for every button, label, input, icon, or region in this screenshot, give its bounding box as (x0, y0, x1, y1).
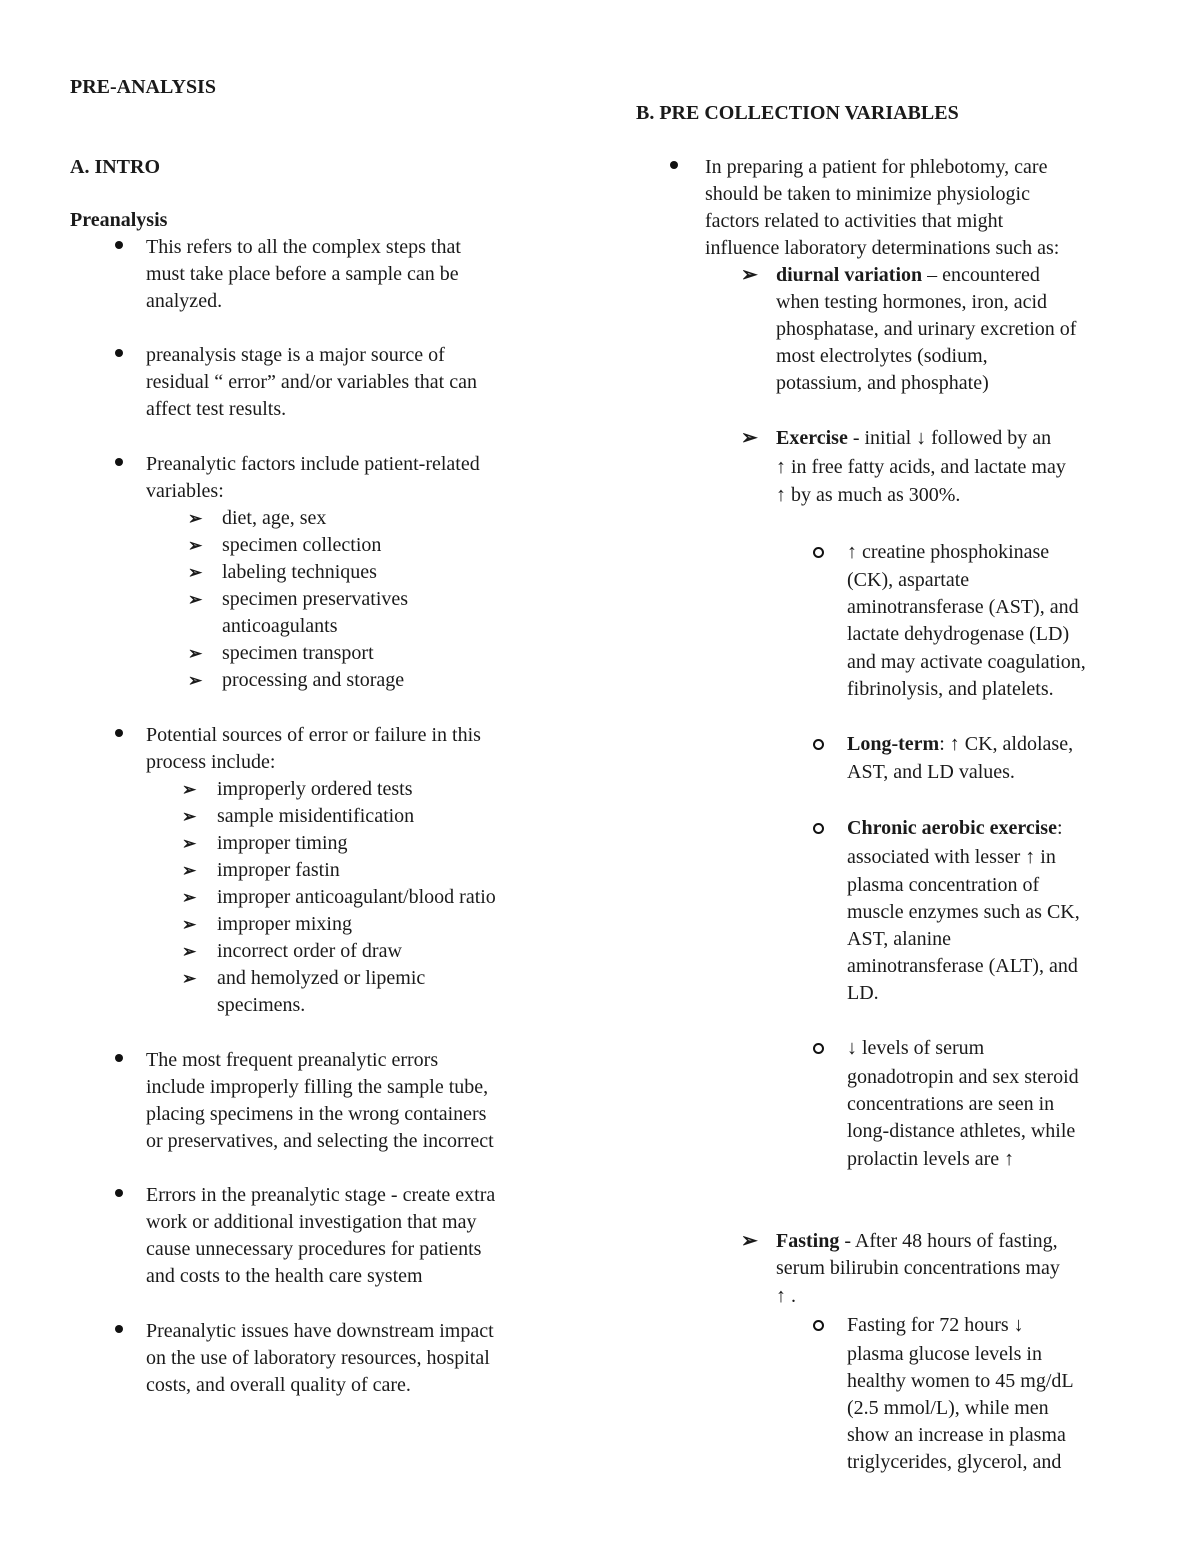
list-item: labeling techniques (222, 561, 377, 583)
bullet-text: Errors in the preanalytic stage - create extra (146, 1184, 496, 1206)
sub-text: healthy women to 45 mg/dL (847, 1370, 1074, 1392)
bullet-text: In preparing a patient for phlebotomy, care (705, 156, 1048, 178)
list-text: ↑ in free fatty acids, and lactate may (776, 456, 1066, 478)
bullet-dot (670, 161, 678, 169)
bullet-dot (115, 349, 123, 357)
arrowhead-icon: ➢ (182, 915, 197, 934)
sub-text: associated with lesser ↑ in (847, 846, 1056, 868)
sub-text: prolactin levels are ↑ (847, 1148, 1015, 1170)
list-item: and hemolyzed or lipemic (217, 967, 426, 989)
arrowhead-icon: ➢ (741, 1230, 758, 1252)
sub-text: LD. (847, 982, 879, 1004)
page-title: PRE-ANALYSIS (70, 76, 216, 98)
arrowhead-icon: ➢ (741, 264, 758, 286)
arrowhead-icon: ➢ (188, 536, 203, 555)
list-item: incorrect order of draw (217, 940, 402, 962)
bullet-text: analyzed. (146, 290, 223, 312)
sub-text: muscle enzymes such as CK, (847, 901, 1080, 923)
arrowhead-icon: ➢ (182, 888, 197, 907)
arrowhead-icon: ➢ (182, 861, 197, 880)
fasting-line (776, 1228, 1058, 1255)
term-exercise: Exercise (776, 427, 848, 449)
list-text: ↑ . (776, 1285, 796, 1307)
arrowhead-icon: ➢ (182, 780, 197, 799)
list-text: phosphatase, and urinary excretion of (776, 318, 1077, 340)
sub-text: ↓ levels of serum (847, 1037, 985, 1059)
section-a-heading: A. INTRO (70, 156, 161, 178)
arrowhead-icon: ➢ (188, 590, 203, 609)
circle-bullet-icon (813, 547, 824, 558)
bullet-text: cause unnecessary procedures for patients (146, 1238, 482, 1260)
term-description: - After 48 hours of fasting, (839, 1230, 1058, 1252)
list-item: specimen preservatives (222, 588, 409, 610)
bullet-text: Preanalytic issues have downstream impact (146, 1320, 494, 1342)
bullet-dot (115, 1189, 123, 1197)
bullet-text: preanalysis stage is a major source of (146, 344, 445, 366)
bullet-text: placing specimens in the wrong containers (146, 1103, 487, 1125)
bullet-dot (115, 241, 123, 249)
term-fasting: Fasting (776, 1230, 840, 1252)
list-text: potassium, and phosphate) (776, 372, 989, 394)
sub-text: AST, and LD values. (847, 761, 1015, 783)
list-text: most electrolytes (sodium, (776, 345, 988, 367)
list-item: specimen collection (222, 534, 382, 556)
list-text: ↑ by as much as 300%. (776, 484, 961, 506)
term-long-term: Long-term (847, 733, 940, 755)
bullet-text: work or additional investigation that may (146, 1211, 477, 1233)
arrowhead-icon: ➢ (182, 969, 197, 988)
list-item: improper mixing (217, 913, 352, 935)
sub-text: triglycerides, glycerol, and (847, 1451, 1062, 1473)
list-item: specimens. (217, 994, 306, 1016)
arrowhead-icon: ➢ (182, 807, 197, 826)
list-item: specimen transport (222, 642, 374, 664)
list-item: sample misidentification (217, 805, 415, 827)
list-item: anticoagulants (222, 615, 338, 637)
longterm-line (847, 731, 1073, 758)
sub-text: Fasting for 72 hours ↓ (847, 1314, 1024, 1336)
bullet-text: costs, and overall quality of care. (146, 1374, 411, 1396)
circle-bullet-icon (813, 1320, 824, 1331)
arrowhead-icon: ➢ (188, 509, 203, 528)
sub-text: and may activate coagulation, (847, 651, 1086, 673)
list-item: processing and storage (222, 669, 405, 691)
subheading-preanalysis: Preanalysis (70, 209, 168, 231)
circle-bullet-icon (813, 1043, 824, 1054)
sub-text: (CK), aspartate (847, 569, 970, 591)
list-item: improper fastin (217, 859, 340, 881)
sub-text: aminotransferase (AST), and (847, 596, 1079, 618)
diurnal-line (776, 262, 1040, 289)
sub-text: gonadotropin and sex steroid (847, 1066, 1079, 1088)
arrowhead-icon: ➢ (188, 671, 203, 690)
term-description: : (1056, 817, 1063, 839)
arrowhead-icon: ➢ (188, 563, 203, 582)
bullet-dot (115, 729, 123, 737)
bullet-text: or preservatives, and selecting the incorrect (146, 1130, 494, 1152)
section-b-heading: B. PRE COLLECTION VARIABLES (636, 102, 959, 124)
sub-text: lactate dehydrogenase (LD) (847, 623, 1070, 645)
list-item: improper anticoagulant/blood ratio (217, 886, 496, 908)
bullet-text: This refers to all the complex steps that (146, 236, 461, 258)
sub-text: ↑ creatine phosphokinase (847, 541, 1050, 563)
bullet-text: influence laboratory determinations such as: (705, 237, 1060, 259)
bullet-dot (115, 1054, 123, 1062)
sub-text: aminotransferase (ALT), and (847, 955, 1078, 977)
list-item: diet, age, sex (222, 507, 327, 529)
term-chronic-aerobic-exercise: Chronic aerobic exercise (847, 817, 1057, 839)
list-text: serum bilirubin concentrations may (776, 1257, 1060, 1279)
bullet-text: Preanalytic factors include patient-related (146, 453, 480, 475)
sub-text: fibrinolysis, and platelets. (847, 678, 1054, 700)
bullet-text: residual “ error” and/or variables that can (146, 371, 477, 393)
sub-text: AST, alanine (847, 928, 952, 950)
circle-bullet-icon (813, 739, 824, 750)
bullet-dot (115, 1325, 123, 1333)
arrowhead-icon: ➢ (188, 644, 203, 663)
bullet-text: The most frequent preanalytic errors (146, 1049, 439, 1071)
list-text: when testing hormones, iron, acid (776, 291, 1048, 313)
bullet-text: affect test results. (146, 398, 287, 420)
sub-text: plasma concentration of (847, 874, 1040, 896)
sub-text: concentrations are seen in (847, 1093, 1055, 1115)
sub-text: show an increase in plasma (847, 1424, 1066, 1446)
arrowhead-icon: ➢ (741, 427, 758, 449)
term-diurnal-variation: diurnal variation (776, 264, 923, 286)
bullet-text: and costs to the health care system (146, 1265, 423, 1287)
bullet-dot (115, 458, 123, 466)
arrowhead-icon: ➢ (182, 942, 197, 961)
bullet-text: factors related to activities that might (705, 210, 1004, 232)
sub-text: long-distance athletes, while (847, 1120, 1076, 1142)
circle-bullet-icon (813, 823, 824, 834)
exercise-line (776, 425, 1051, 452)
bullet-text: include improperly filling the sample tube, (146, 1076, 489, 1098)
term-description: - initial ↓ followed by an (847, 427, 1052, 449)
bullet-text: on the use of laboratory resources, hospital (146, 1347, 490, 1369)
term-description: : ↑ CK, aldolase, (939, 733, 1074, 755)
sub-text: (2.5 mmol/L), while men (847, 1397, 1049, 1419)
term-description: – encountered (922, 264, 1040, 286)
list-item: improperly ordered tests (217, 778, 413, 800)
bullet-text: should be taken to minimize physiologic (705, 183, 1030, 205)
arrowhead-icon: ➢ (182, 834, 197, 853)
bullet-text: must take place before a sample can be (146, 263, 459, 285)
bullet-text: process include: (146, 751, 276, 773)
sub-text: plasma glucose levels in (847, 1343, 1042, 1365)
list-item: improper timing (217, 832, 348, 854)
bullet-text: Potential sources of error or failure in this (146, 724, 481, 746)
bullet-text: variables: (146, 480, 224, 502)
chronic-line (847, 815, 1063, 842)
